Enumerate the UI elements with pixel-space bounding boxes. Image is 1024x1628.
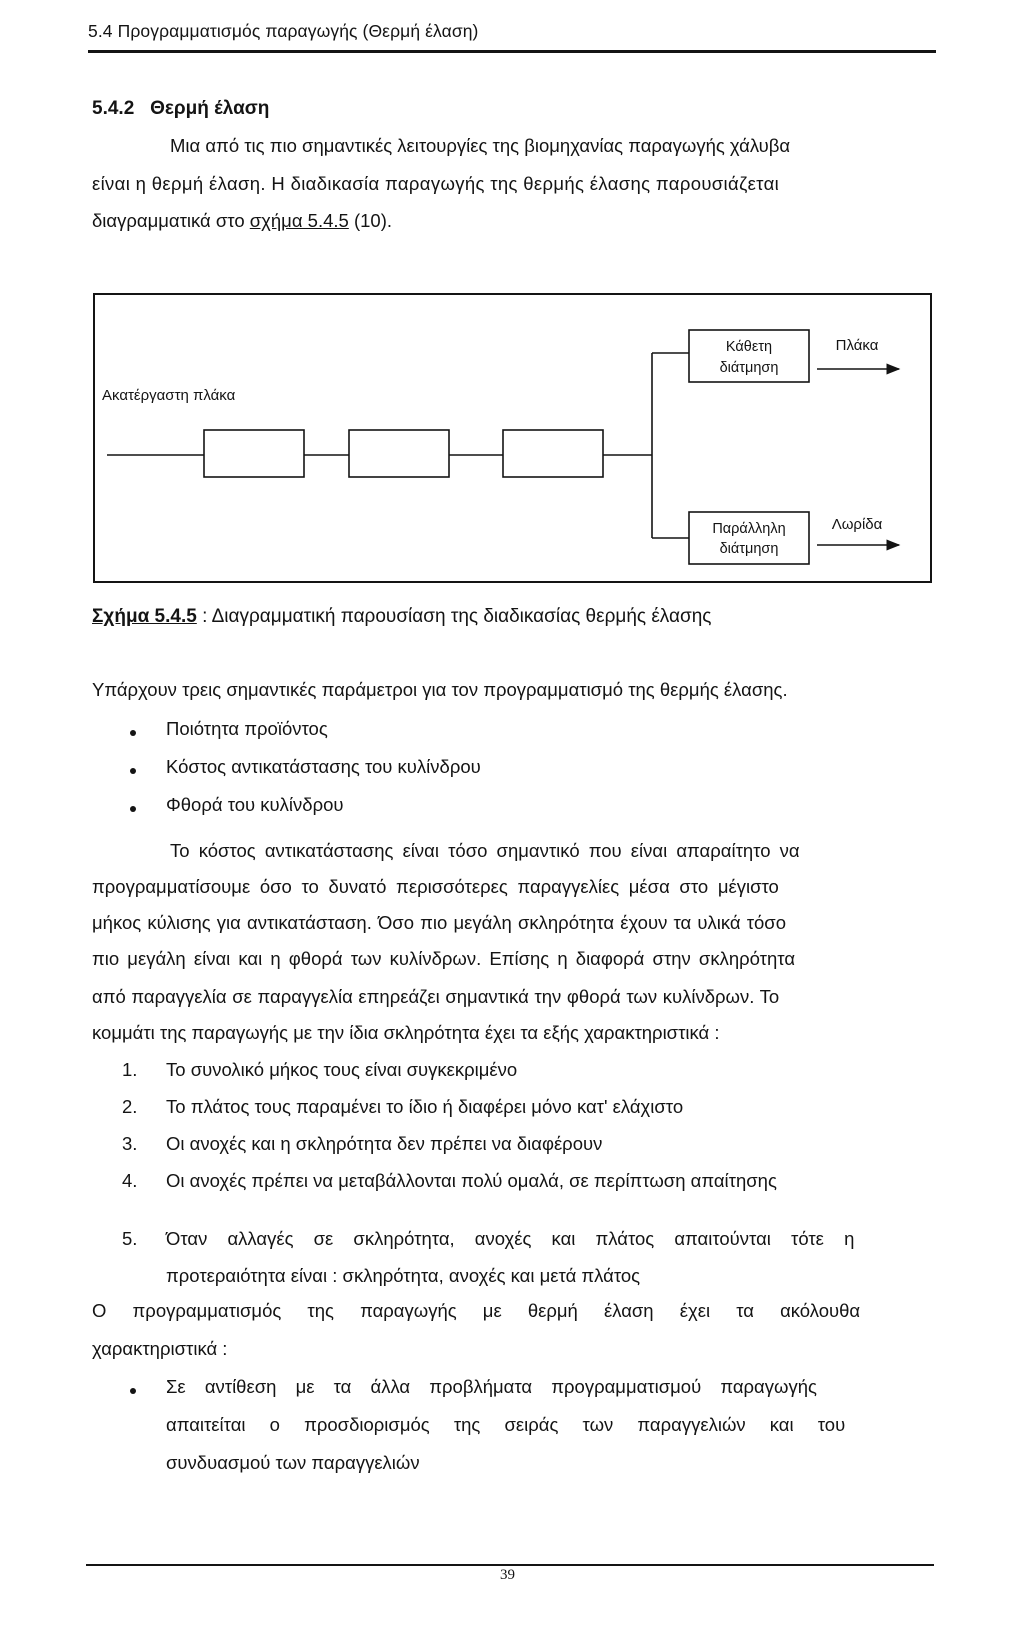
section-number: 5.4.2 (92, 98, 135, 119)
programming-bullet-line-2-text: απαιτείται ο προσδιορισμός της σειράς των παραγγελιών και του (166, 1414, 846, 1435)
param-item: Ποιότητα προϊόντος (166, 718, 328, 739)
mill-stand-1 (204, 430, 304, 477)
cost-line-1 (170, 840, 933, 862)
characteristic-item-continuation: προτεραιότητα είναι : σκληρότητα, ανοχές και μετά πλάτος (166, 1265, 641, 1286)
characteristic-item-text: Όταν αλλαγές σε σκληρότητα, ανοχές και πλάτος απαιτούνται τότε η (166, 1228, 855, 1249)
characteristic-item: Οι ανοχές πρέπει να μεταβάλλονται πολύ ομαλά, σε περίπτωση απαίτησης (166, 1170, 777, 1191)
cost-line-5-text: από παραγγελία σε παραγγελία επηρεάζει σημαντικά την φθορά των κυλίνδρων. Το (92, 986, 780, 1007)
param-item: Φθορά του κυλίνδρου (166, 794, 344, 815)
bullet-dot (130, 1388, 136, 1394)
list-number: 3. (122, 1133, 138, 1154)
running-header: 5.4 Προγραμματισμός παραγωγής (Θερμή έλαση) (88, 21, 479, 41)
list-number: 2. (122, 1096, 138, 1117)
cost-line-5 (92, 986, 933, 1008)
intro-line-3-text: διαγραμματικά στο (92, 210, 250, 231)
section-title: Θερμή έλαση (150, 98, 270, 119)
vertical-shear-label-2: διάτμηση (719, 360, 779, 376)
list-number: 4. (122, 1170, 138, 1191)
figure-reference-link[interactable]: σχήμα 5.4.5 (249, 210, 349, 231)
characteristic-item: Οι ανοχές και η σκληρότητα δεν πρέπει να διαφέρουν (166, 1133, 603, 1154)
section-heading (92, 98, 269, 120)
cost-line-3-text: μήκος κύλισης για αντικατάσταση. Όσο πιο μεγάλη σκληρότητα έχουν τα υλικά τόσο (92, 912, 786, 933)
vertical-shear-label-1: Κάθετη (725, 339, 773, 355)
footer-rule (86, 1564, 934, 1566)
programming-line-1-text: Ο προγραμματισμός της παραγωγής με θερμή έλαση έχει τα ακόλουθα (92, 1300, 861, 1321)
intro-line-3 (92, 210, 392, 232)
header-rule (88, 50, 936, 53)
bullet-dot (130, 806, 136, 812)
programming-line-1 (92, 1300, 933, 1322)
cost-line-3 (92, 912, 933, 934)
param-item: Κόστος αντικατάστασης του κυλίνδρου (166, 756, 481, 777)
parallel-shear-label-1: Παράλληλη (712, 521, 786, 537)
params-intro: Υπάρχουν τρεις σημαντικές παράμετροι για τον προγραμματισμό της θερμής έλασης. (92, 679, 788, 700)
cost-line-2-text: προγραμματίσουμε όσο το δυνατό περισσότερες παραγγελίες μέσα στο μέγιστο (92, 876, 779, 897)
characteristic-item (166, 1228, 933, 1250)
characteristic-item: Το πλάτος τους παραμένει το ίδιο ή διαφέρει μόνο κατ' ελάχιστο (166, 1096, 684, 1117)
cost-line-4-text: πιο μεγάλη είναι και η φθορά των κυλίνδρων. Επίσης η διαφορά στην σκληρότητα (92, 948, 796, 969)
intro-line-2 (92, 173, 933, 195)
page-number: 39 (500, 1567, 515, 1583)
strip-output-label: Λωρίδα (831, 516, 883, 533)
plate-output-label: Πλάκα (835, 337, 879, 354)
raw-slab-label: Ακατέργαστη πλάκα (102, 387, 236, 404)
figure-caption (92, 606, 711, 628)
figure-caption-text: : Διαγραμματική παρουσίαση της διαδικασίας θερμής έλασης (196, 606, 712, 627)
figure-caption-label: Σχήμα 5.4.5 (92, 606, 197, 627)
cost-line-1-text: Το κόστος αντικατάστασης είναι τόσο σημαντικό που είναι απαραίτητο να (170, 840, 800, 861)
process-diagram (93, 293, 933, 585)
mill-stand-2 (349, 430, 449, 477)
cost-line-4 (92, 948, 933, 970)
list-number: 5. (122, 1228, 138, 1249)
programming-line-2: χαρακτηριστικά : (92, 1338, 228, 1359)
intro-line-3-tail: (10). (348, 210, 393, 231)
parallel-shear-label-2: διάτμηση (719, 541, 779, 557)
characteristic-item: Το συνολικό μήκος τους είναι συγκεκριμένο (166, 1059, 518, 1080)
bullet-dot (130, 768, 136, 774)
programming-bullet-line-1-text: Σε αντίθεση με τα άλλα προβλήματα προγραμματισμού παραγωγής (166, 1376, 817, 1397)
cost-line-2 (92, 876, 933, 898)
mill-stand-3 (503, 430, 603, 477)
programming-bullet-line-2 (166, 1414, 933, 1436)
programming-bullet-line-3: συνδυασμού των παραγγελιών (166, 1452, 420, 1473)
list-number: 1. (122, 1059, 138, 1080)
bullet-dot (130, 730, 136, 736)
programming-bullet-line-1 (166, 1376, 933, 1398)
intro-line-1: Μια από τις πιο σημαντικές λειτουργίες της βιομηχανίας παραγωγής χάλυβα (170, 135, 791, 156)
cost-line-6: κομμάτι της παραγωγής με την ίδια σκληρότητα έχει τα εξής χαρακτηριστικά : (92, 1022, 720, 1043)
intro-line-2-text: είναι η θερμή έλαση. Η διαδικασία παραγωγής της θερμής έλασης παρουσιάζεται (92, 173, 780, 194)
